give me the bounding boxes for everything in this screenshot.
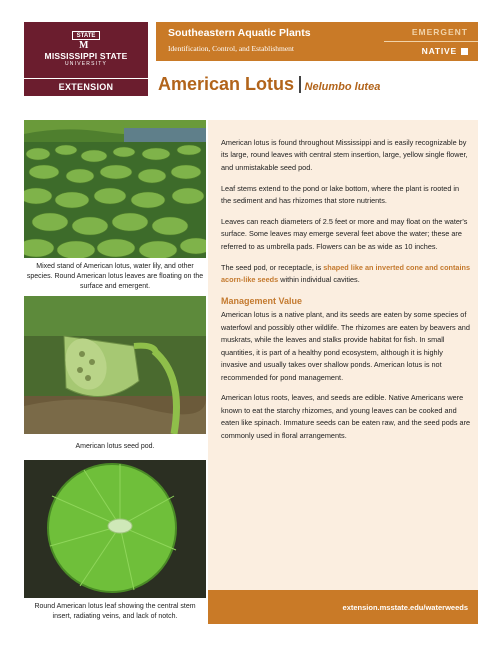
photo-seed-pod: [24, 296, 206, 434]
msu-crest-icon: [72, 28, 100, 50]
series-title: Southeastern Aquatic Plants: [168, 27, 311, 39]
square-icon: [461, 48, 468, 55]
logo-extension-label: EXTENSION: [24, 78, 148, 96]
series-banner: [156, 22, 478, 61]
paragraph-leaves: Leaves can reach diameters of 2.5 feet or more and may float on the water's surface. Some leaves may emerge several feet above the water; these are referred to as umbrella pads. Flowers can be as wide as 10 inches.: [221, 217, 468, 251]
seed-pod-highlight: shaped like an inverted cone and contains acorn-like seeds: [221, 262, 471, 285]
native-tag-label: NATIVE: [421, 46, 457, 56]
body-text: [221, 137, 471, 451]
caption-mixed-stand: Mixed stand of American lotus, water lily, and other species. Round American lotus leaves are floating on the surface and emergent.: [26, 263, 204, 290]
common-name: American Lotus: [158, 74, 295, 94]
paragraph-seed-pod: [221, 262, 471, 287]
paragraph-leaf-stems: Leaf stems extend to the pond or lake bottom, where the plant is rooted in the sediment and has rhizomes that store nutrients.: [221, 183, 460, 206]
banner-divider: [384, 41, 478, 42]
caption-round-leaf: Round American lotus leaf showing the central stem insert, radiating veins, and lack of notch.: [34, 603, 196, 620]
photo-round-leaf: [24, 460, 206, 598]
photo-mixed-stand: [24, 120, 206, 258]
paragraph-edible: American lotus roots, leaves, and seeds are edible. Native Americans were known to eat the starchy rhizomes, and young leaves can be cooked and eaten like spinach. Immature seeds can be eaten raw, and the seed pods are commonly used in floral arrangements.: [221, 393, 471, 440]
paragraph-intro: American lotus is found throughout Mississippi and is easily recognizable by its large, round leaves with central stem insertion, large, yellow single flower, and unmistakable seed pod.: [221, 138, 468, 172]
paragraph-management: American lotus is a native plant, and its seeds are eaten by some species of waterfowl and possibly other wildlife. The rhizomes are eaten by beavers and muskrats, while the leaves and stalks provide habitat for fish. In small quantities, it is part of a healthy pond ecosystem, although it is highly invasive and usually takes over shallow ponds. American lotus is not recommended for pond management.: [221, 310, 470, 382]
crest-state-text: STATE: [72, 31, 100, 40]
caption-seed-pod: American lotus seed pod.: [75, 443, 155, 450]
series-subtitle: Identification, Control, and Establishment: [168, 44, 295, 53]
footer-url-link[interactable]: extension.msstate.edu/waterweeds: [342, 603, 468, 612]
seed-pod-end: within individual cavities.: [278, 275, 360, 285]
footer-bar: [208, 590, 478, 624]
msu-extension-logo[interactable]: [24, 22, 148, 96]
title-divider: [299, 76, 301, 93]
management-heading: Management Value: [221, 296, 303, 307]
emergent-tag: EMERGENT: [411, 27, 468, 37]
scientific-name: Nelumbo lutea: [304, 81, 381, 93]
logo-university-name: MISSISSIPPI STATE: [44, 51, 128, 61]
mixed-stand-image: [24, 120, 206, 258]
round-leaf-image: [24, 460, 206, 598]
page-title: [158, 74, 380, 95]
logo-university-word: UNIVERSITY: [64, 61, 107, 67]
crest-letter: M: [79, 40, 89, 51]
seed-pod-start: The seed pod, or receptacle, is: [221, 262, 324, 272]
seed-pod-image: [24, 296, 206, 434]
native-tag: [422, 46, 468, 56]
